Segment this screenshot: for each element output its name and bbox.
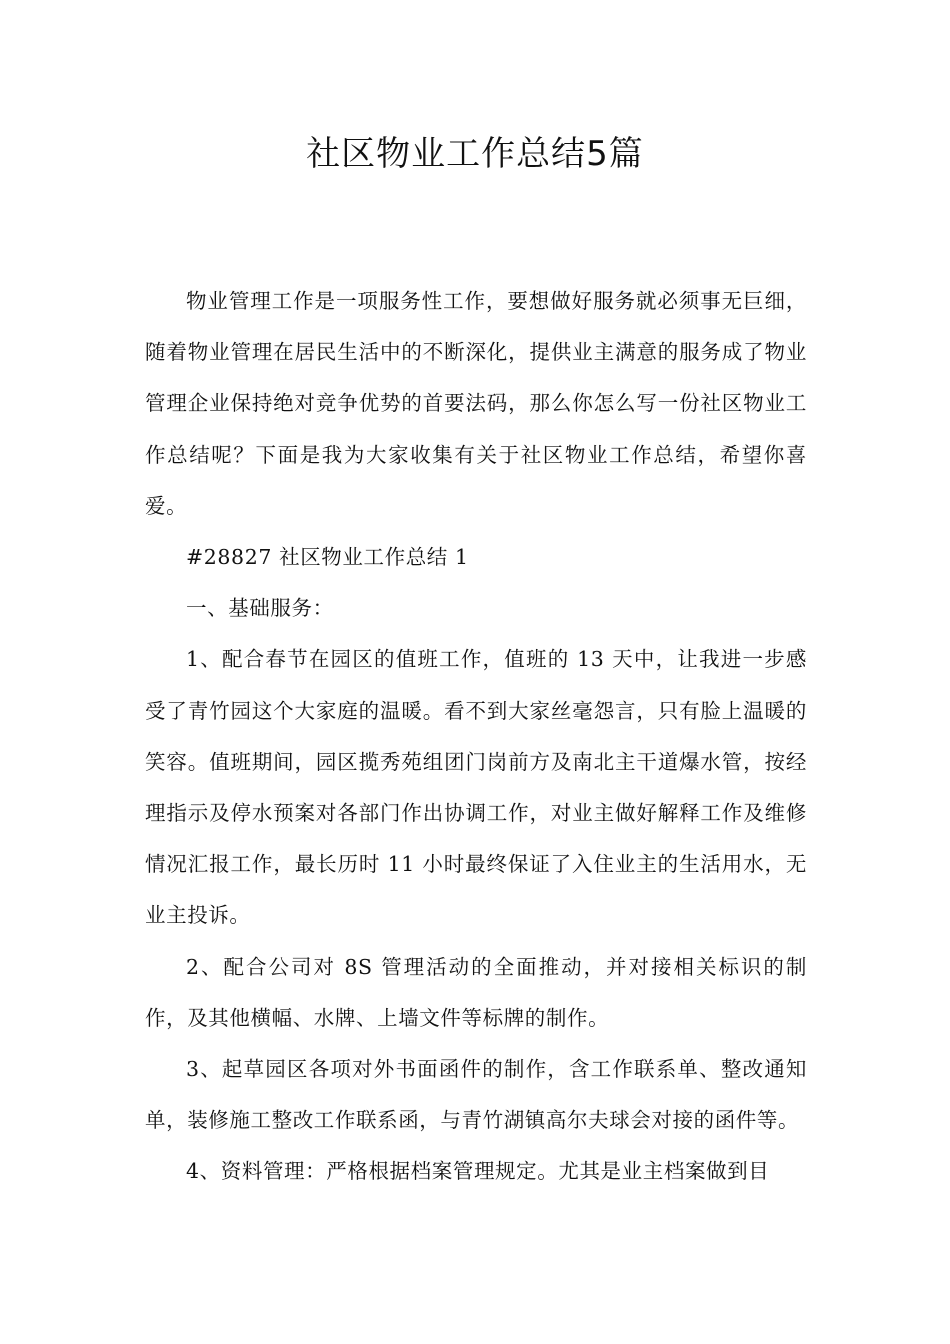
list-item-2: 2、配合公司对 8S 管理活动的全面推动，并对接相关标识的制作，及其他横幅、水牌、上墙文件等标牌的制作。 bbox=[145, 954, 807, 1030]
intro-paragraph: 物业管理工作是一项服务性工作，要想做好服务就必须事无巨细，随着物业管理在居民生活中的不断深化，提供业主满意的服务成了物业管理企业保持绝对竞争优势的首要法码，那么你怎么写一份社区物业工作总结呢？下面是我为大家收集有关于社区物业工作总结，希望你喜爱。 bbox=[145, 289, 807, 518]
section-heading: #28827 社区物业工作总结 1 bbox=[186, 545, 469, 570]
document-body bbox=[145, 276, 807, 1198]
list-item-4: 4、资料管理：严格根据档案管理规定。尤其是业主档案做到目 bbox=[186, 1159, 770, 1184]
subsection-heading: 一、基础服务： bbox=[186, 596, 334, 621]
document-title: 社区物业工作总结5篇 bbox=[306, 134, 644, 174]
list-item-1: 1、配合春节在园区的值班工作，值班的 13 天中，让我进一步感受了青竹园这个大家庭的温暖。看不到大家丝毫怨言，只有脸上温暖的笑容。值班期间，园区揽秀苑组团门岗前方及南北主干道爆水管，按经理指示及停水预案对各部门作出协调工作，对业主做好解释工作及维修情况汇报工作，最长历时 11 小时最终保证了入住业主的生活用水，无业主投诉。 bbox=[145, 647, 807, 928]
list-item-3: 3、起草园区各项对外书面函件的制作，含工作联系单、整改通知单，装修施工整改工作联系函，与青竹湖镇高尔夫球会对接的函件等。 bbox=[145, 1057, 807, 1133]
